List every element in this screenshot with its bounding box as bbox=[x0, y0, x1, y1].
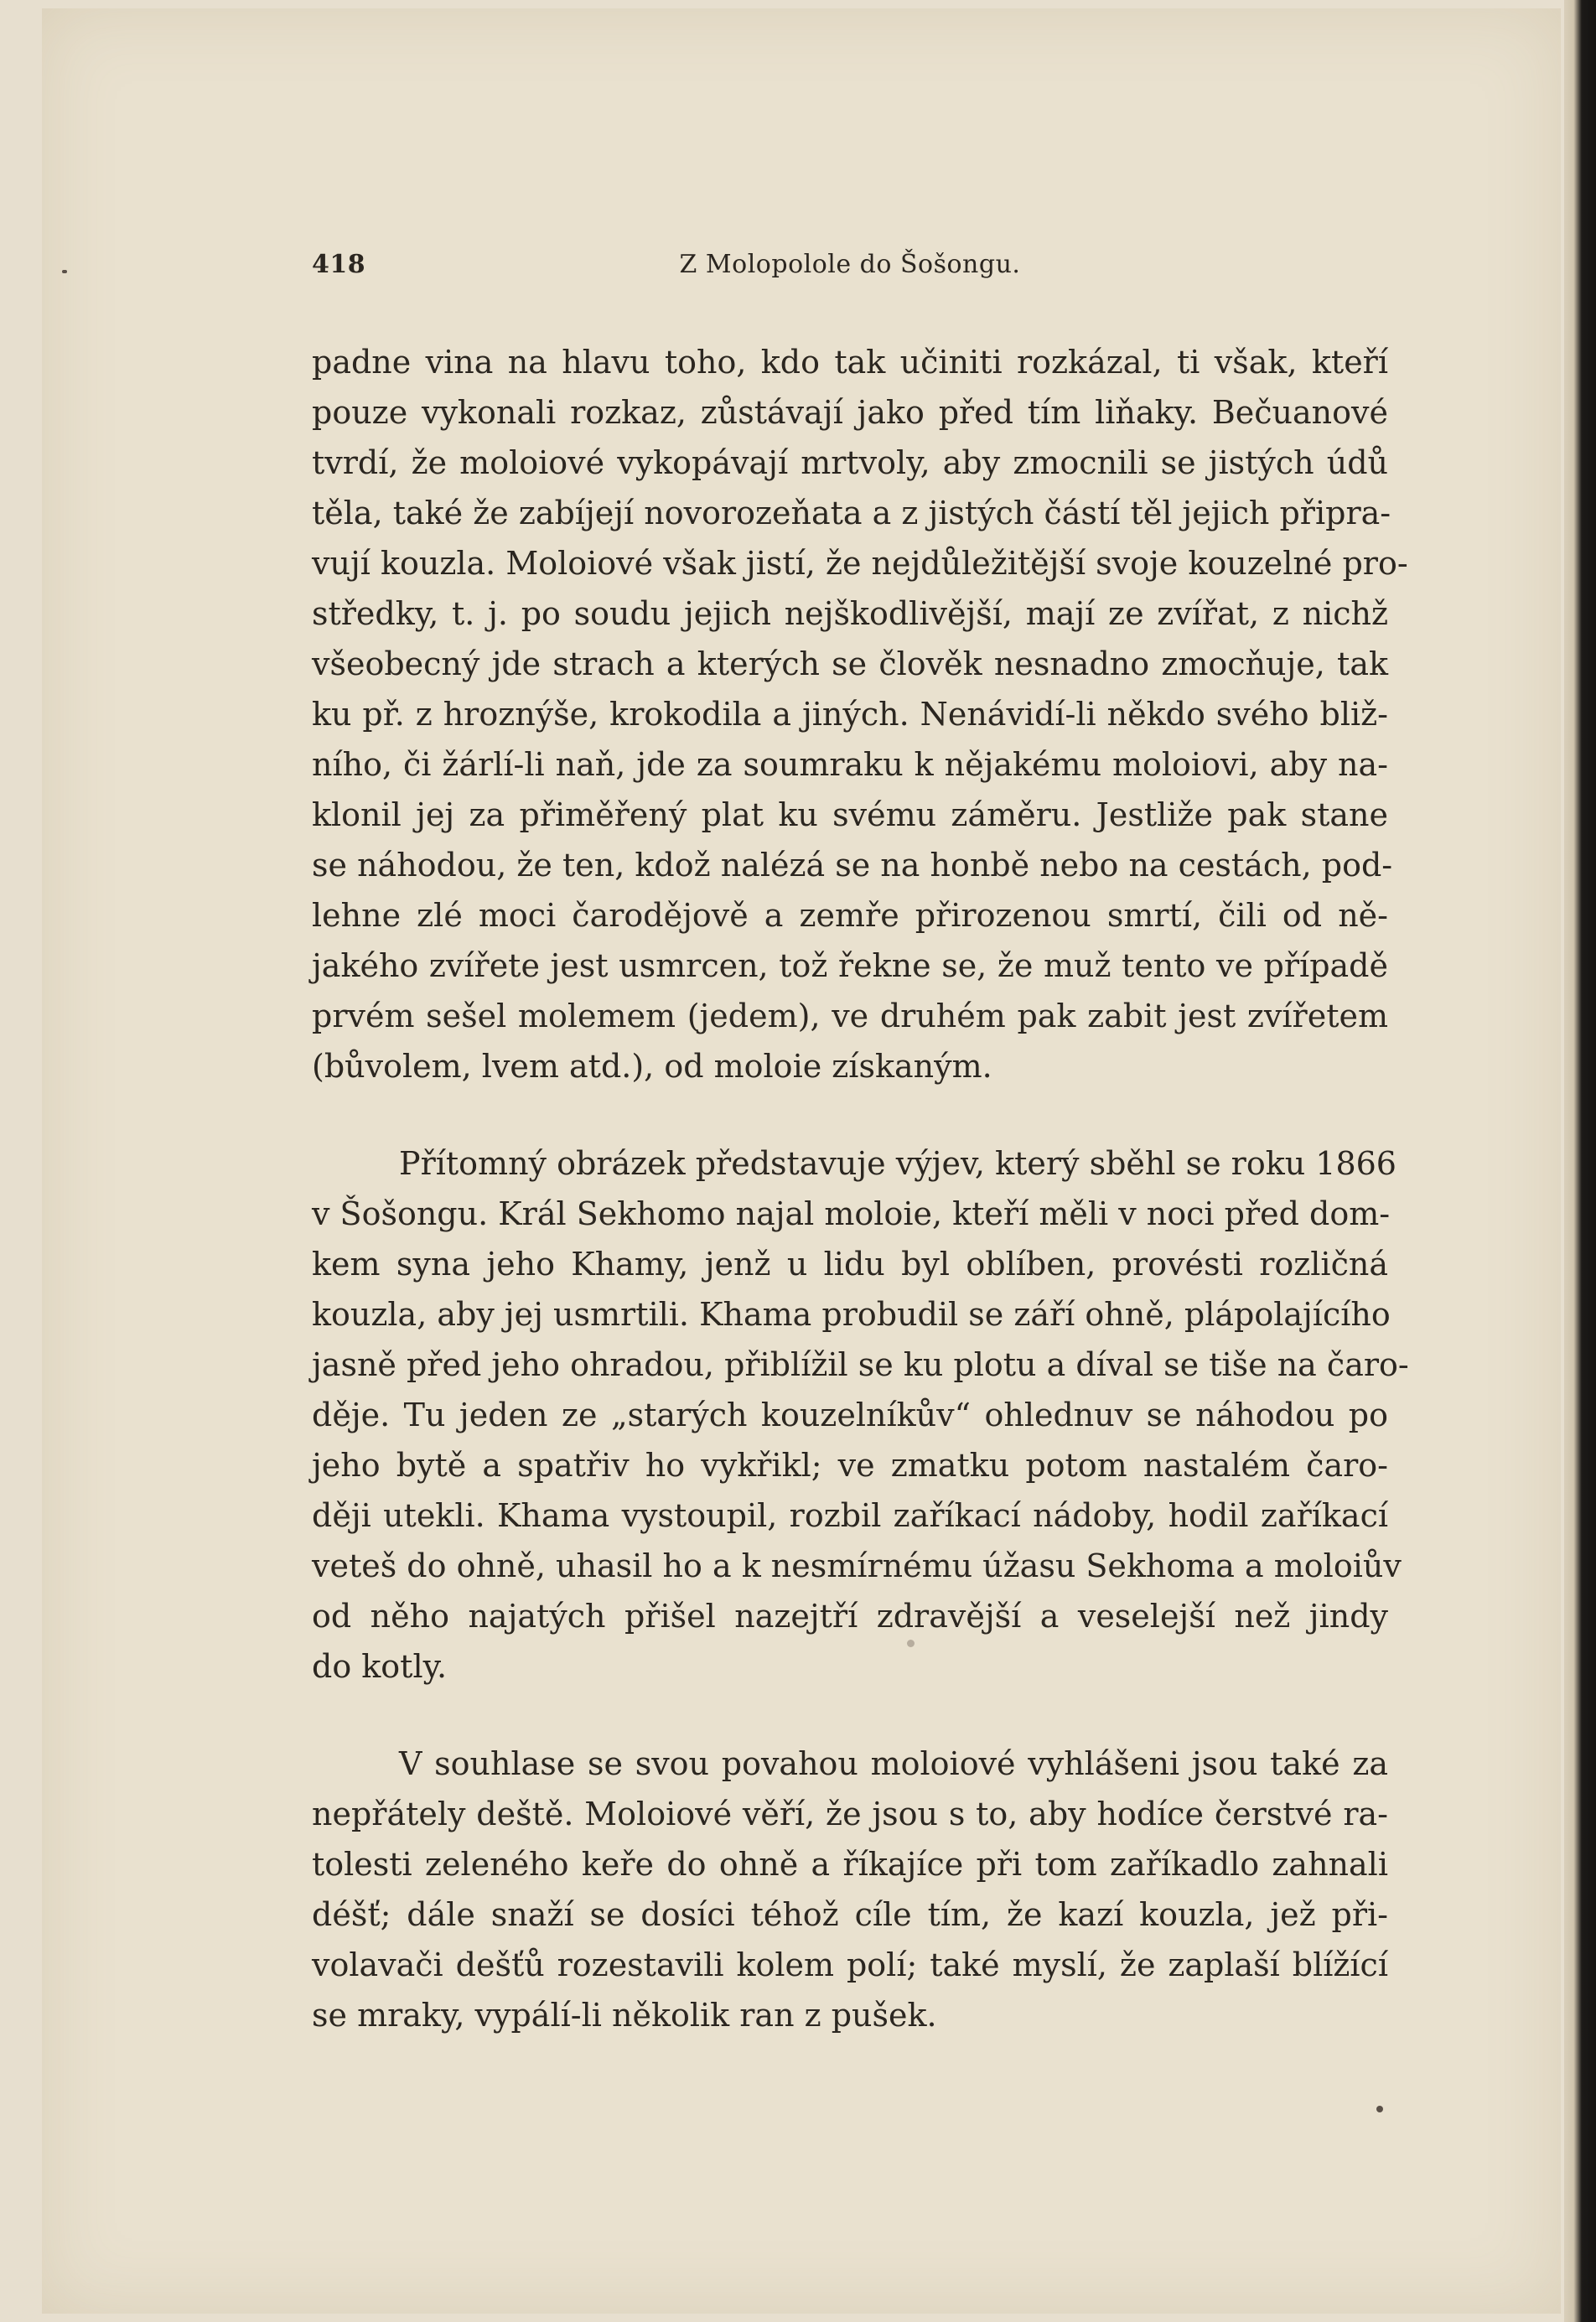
text-line: v Šošongu. Král Sekhomo najal moloie, kteří měli v noci před dom- bbox=[312, 1195, 1391, 1232]
text-line: déšť; dále snaží se dosíci téhož cíle tím, že kazí kouzla, jež při- bbox=[312, 1896, 1388, 1933]
text-line: tolesti zeleného keře do ohně a říkajíce při tom zaříkadlo zahnali bbox=[312, 1846, 1388, 1883]
text-line: všeobecný jde strach a kterých se člověk nesnadno zmocňuje, tak bbox=[312, 645, 1388, 682]
text-line: těla, také že zabíjejí novorozeňata a z jistých částí těl jejich připra- bbox=[312, 495, 1391, 531]
page-number: 418 bbox=[312, 250, 366, 279]
text-line: volavači dešťů rozestavili kolem polí; také myslí, že zaplaší blížící bbox=[312, 1946, 1388, 1983]
paragraph-1 bbox=[312, 337, 1408, 1091]
page-edge-shadow bbox=[1564, 0, 1596, 2322]
text-line: jeho bytě a spatřiv ho vykřikl; ve zmatku potom nastalém čaro- bbox=[312, 1447, 1388, 1484]
text-line: do kotly. bbox=[312, 1648, 448, 1685]
text-line: jasně před jeho ohradou, přiblížil se ku plotu a díval se tiše na čaro- bbox=[312, 1346, 1409, 1383]
text-line: jakého zvířete jest usmrcen, tož řekne se, že muž tento ve případě bbox=[312, 947, 1388, 984]
text-line: nepřátely deště. Moloiové věří, že jsou s to, aby hodíce čerstvé ra- bbox=[312, 1796, 1388, 1832]
paragraph-2 bbox=[312, 1138, 1409, 1692]
running-head bbox=[312, 250, 1388, 292]
text-line: kouzla, aby jej usmrtili. Khama probudil se září ohně, plápolajícího bbox=[312, 1296, 1391, 1333]
paragraph-3 bbox=[312, 1739, 1388, 2040]
text-line: Přítomný obrázek představuje výjev, který sběhl se roku 1866 bbox=[399, 1145, 1396, 1182]
body-text bbox=[312, 337, 1409, 2040]
text-line: se náhodou, že ten, kdož nalézá se na honbě nebo na cestách, pod- bbox=[312, 847, 1393, 884]
text-line: lehne zlé moci čarodějově a zemře přirozenou smrtí, čili od ně- bbox=[312, 897, 1388, 934]
text-line: ního, či žárlí-li naň, jde za soumraku k nějakému moloiovi, aby na- bbox=[312, 746, 1388, 783]
text-line: ději utekli. Khama vystoupil, rozbil zaříkací nádoby, hodil zaříkací bbox=[312, 1497, 1388, 1534]
ink-speck bbox=[62, 270, 67, 273]
text-line: tvrdí, že moloiové vykopávají mrtvoly, aby zmocnili se jistých údů bbox=[312, 444, 1388, 481]
text-line: ku př. z hroznýše, krokodila a jiných. Nenávidí-li někdo svého bliž- bbox=[312, 696, 1388, 733]
text-line: vují kouzla. Moloiové však jistí, že nejdůležitější svoje kouzelné pro- bbox=[312, 545, 1408, 582]
text-line: děje. Tu jeden ze „starých kouzelníkův“ ohlednuv se náhodou po bbox=[312, 1397, 1388, 1433]
text-line: středky, t. j. po soudu jejich nejškodlivější, mají ze zvířat, z nichž bbox=[312, 595, 1388, 632]
text-line: pouze vykonali rozkaz, zůstávají jako před tím liňaky. Bečuanové bbox=[312, 394, 1388, 431]
text-line: klonil jej za přiměřený plat ku svému záměru. Jestliže pak stane bbox=[312, 796, 1388, 833]
text-line: prvém sešel molemem (jedem), ve druhém pak zabit jest zvířetem bbox=[312, 998, 1388, 1034]
text-line: (bůvolem, lvem atd.), od moloie získaným. bbox=[312, 1048, 992, 1085]
text-line: kem syna jeho Khamy, jenž u lidu byl oblíben, provésti rozličná bbox=[312, 1246, 1388, 1283]
running-title: Z Molopolole do Šošongu. bbox=[679, 250, 1021, 279]
text-line: V souhlase se svou povahou moloiové vyhlášeni jsou také za bbox=[399, 1745, 1388, 1782]
ink-speck bbox=[1376, 2106, 1383, 2112]
text-line: se mraky, vypálí-li několik ran z pušek. bbox=[312, 1997, 937, 2034]
text-line: od něho najatých přišel nazejtří zdravější a veselejší než jindy bbox=[312, 1598, 1388, 1635]
text-line: veteš do ohně, uhasil ho a k nesmírnému úžasu Sekhoma a moloiův bbox=[312, 1547, 1402, 1584]
text-line: padne vina na hlavu toho, kdo tak učiniti rozkázal, ti však, kteří bbox=[312, 344, 1388, 381]
